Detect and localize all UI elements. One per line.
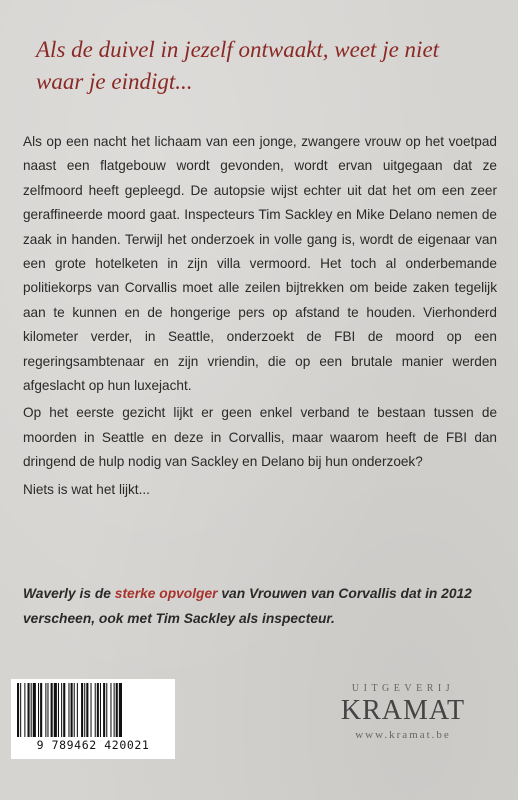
promo-text xyxy=(23,582,503,631)
barcode-bars xyxy=(16,683,170,737)
publisher-name: KRAMAT xyxy=(340,695,466,726)
isbn-number: 9 789462 420021 xyxy=(36,738,150,752)
synopsis-paragraph-3: Niets is wat het lijkt... xyxy=(23,481,150,497)
tagline-line-1: Als de duivel in jezelf ontwaakt, weet je niet xyxy=(36,37,440,62)
synopsis xyxy=(23,130,497,502)
promo-text-end: van Vrouwen van Corvallis dat in 2012 verscheen, ook met Tim Sackley als inspecteur. xyxy=(23,586,472,626)
publisher-prefix: UITGEVERIJ xyxy=(351,683,455,694)
synopsis-paragraph-1: Als op een nacht het lichaam van een jonge, zwangere vrouw op het voetpad naast een flatgebouw wordt gevonden, wordt ervan uitgegaan dat ze zelfmoord heeft gepleegd. De autopsie wijst echter uit dat het om een zeer geraffineerde moord gaat. Inspecteurs Tim Sackley en Mike Delano nemen de zaak in handen. Terwijl het onderzoek in volle gang is, wordt de eigenaar van een grote hotelketen in zijn villa vermoord. Het toch al onderbemande politiekorps van Corvallis moet alle zeilen bijtrekken om beide zaken tegelijk aan te kunnen en de hongerige pers op afstand te houden. Vierhonderd kilometer verder, in Seattle, onderzoekt de FBI de moord op een regeringsambtenaar en zijn vriendin, die op een brutale manier werden afgeslacht op hun luxejacht. xyxy=(23,134,497,394)
synopsis-paragraph-2: Op het eerste gezicht lijkt er geen enkel verband te bestaan tussen de moorden in Seattle en deze in Corvallis, maar waarom heeft de FBI dan dringend de hulp nodig van Sackley en Delano bij hun onderzoek? xyxy=(23,405,497,470)
promo-text-start: Waverly is de xyxy=(23,586,115,601)
tagline xyxy=(36,34,496,98)
publisher-logo xyxy=(310,683,496,741)
publisher-url: www.kramat.be xyxy=(355,729,451,741)
tagline-line-2: waar je eindigt... xyxy=(36,69,193,94)
promo-highlight: sterke opvolger xyxy=(114,586,218,601)
isbn-barcode xyxy=(11,679,175,759)
